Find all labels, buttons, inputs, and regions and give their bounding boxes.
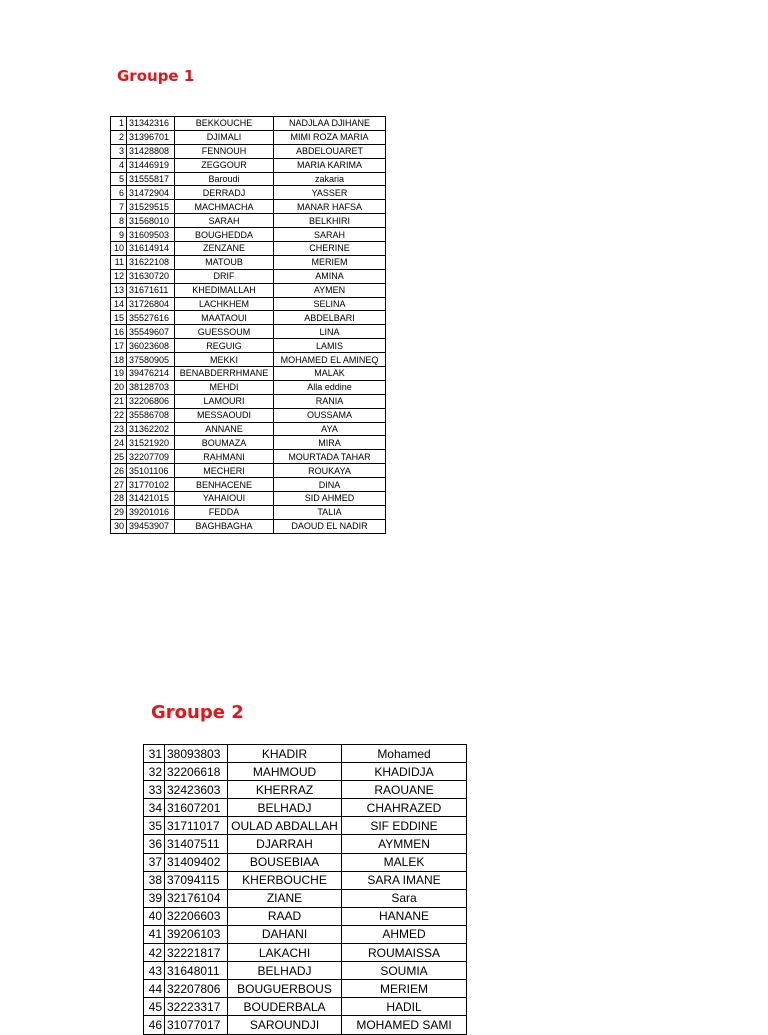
row-number-cell: 28 [111,492,127,506]
table-row [144,980,467,998]
student-id-cell: 31711017 [165,817,228,835]
first-name-cell: ABDELOUARET [274,144,386,158]
row-number-cell: 44 [144,980,165,998]
student-id-cell: 32223317 [165,998,228,1016]
student-id-cell: 32206806 [127,394,175,408]
table-row [144,998,467,1016]
table-row [111,422,386,436]
table-row [111,436,386,450]
row-number-cell: 14 [111,297,127,311]
row-number-cell: 19 [111,367,127,381]
last-name-cell: DRIF [175,269,274,283]
last-name-cell: RAAD [228,907,342,925]
last-name-cell: BOUGUERBOUS [228,980,342,998]
first-name-cell: MIMI ROZA MARIA [274,130,386,144]
first-name-cell: KHADIDJA [342,763,467,781]
table-row [111,394,386,408]
row-number-cell: 24 [111,436,127,450]
last-name-cell: ZIANE [228,889,342,907]
row-number-cell: 2 [111,130,127,144]
table-row [144,889,467,907]
last-name-cell: ANNANE [175,422,274,436]
table-row [111,311,386,325]
row-number-cell: 35 [144,817,165,835]
first-name-cell: AYMMEN [342,835,467,853]
student-id-cell: 31568010 [127,214,175,228]
first-name-cell: DINA [274,478,386,492]
table-row [111,297,386,311]
row-number-cell: 23 [111,422,127,436]
first-name-cell: RANIA [274,394,386,408]
first-name-cell: SOUMIA [342,962,467,980]
table-row [111,242,386,256]
table-row [111,519,386,533]
last-name-cell: DERRADJ [175,186,274,200]
last-name-cell: DJIMALI [175,130,274,144]
student-id-cell: 31428808 [127,144,175,158]
first-name-cell: MERIEM [342,980,467,998]
row-number-cell: 3 [111,144,127,158]
first-name-cell: OUSSAMA [274,408,386,422]
first-name-cell: MOURTADA TAHAR [274,450,386,464]
group-1-table [110,116,386,534]
student-id-cell: 35549607 [127,325,175,339]
row-number-cell: 5 [111,172,127,186]
student-id-cell: 31671611 [127,283,175,297]
last-name-cell: LAKACHI [228,944,342,962]
first-name-cell: YASSER [274,186,386,200]
last-name-cell: BELHADJ [228,962,342,980]
student-id-cell: 35586708 [127,408,175,422]
last-name-cell: BOUMAZA [175,436,274,450]
student-id-cell: 38128703 [127,380,175,394]
first-name-cell: MALAK [274,367,386,381]
table-row [144,944,467,962]
row-number-cell: 45 [144,998,165,1016]
group-2-rows [144,745,467,1035]
table-row [111,380,386,394]
first-name-cell: zakaria [274,172,386,186]
student-id-cell: 32176104 [165,889,228,907]
first-name-cell: AYMEN [274,283,386,297]
last-name-cell: OULAD ABDALLAH [228,817,342,835]
group-2-title: Groupe 2 [151,702,244,723]
table-row [144,817,467,835]
table-row [144,763,467,781]
first-name-cell: ROUMAISSA [342,944,467,962]
student-id-cell: 31077017 [165,1016,228,1034]
row-number-cell: 12 [111,269,127,283]
last-name-cell: YAHAIOUI [175,492,274,506]
first-name-cell: MARIA KARIMA [274,158,386,172]
first-name-cell: SARAH [274,228,386,242]
first-name-cell: AYA [274,422,386,436]
student-id-cell: 31614914 [127,242,175,256]
last-name-cell: KHEDIMALLAH [175,283,274,297]
student-id-cell: 35101106 [127,464,175,478]
student-id-cell: 31362202 [127,422,175,436]
student-id-cell: 31407511 [165,835,228,853]
first-name-cell: BELKHIRI [274,214,386,228]
student-id-cell: 32207806 [165,980,228,998]
table-row [144,925,467,943]
last-name-cell: MAATAOUI [175,311,274,325]
student-id-cell: 35527616 [127,311,175,325]
last-name-cell: ZENZANE [175,242,274,256]
table-row [111,353,386,367]
row-number-cell: 27 [111,478,127,492]
last-name-cell: BOUGHEDDA [175,228,274,242]
table-row [111,450,386,464]
row-number-cell: 40 [144,907,165,925]
table-row [111,325,386,339]
last-name-cell: FEDDA [175,505,274,519]
student-id-cell: 32206618 [165,763,228,781]
first-name-cell: TALIA [274,505,386,519]
row-number-cell: 41 [144,925,165,943]
row-number-cell: 6 [111,186,127,200]
row-number-cell: 39 [144,889,165,907]
first-name-cell: SIF EDDINE [342,817,467,835]
first-name-cell: HANANE [342,907,467,925]
last-name-cell: FENNOUH [175,144,274,158]
student-id-cell: 31342316 [127,117,175,131]
last-name-cell: BOUDERBALA [228,998,342,1016]
last-name-cell: GUESSOUM [175,325,274,339]
student-id-cell: 31648011 [165,962,228,980]
table-row [144,853,467,871]
student-id-cell: 31521920 [127,436,175,450]
student-id-cell: 38093803 [165,745,228,763]
table-row [111,186,386,200]
table-row [111,255,386,269]
table-row [111,505,386,519]
row-number-cell: 25 [111,450,127,464]
row-number-cell: 34 [144,799,165,817]
row-number-cell: 43 [144,962,165,980]
student-id-cell: 39201016 [127,505,175,519]
student-id-cell: 39206103 [165,925,228,943]
student-id-cell: 31630720 [127,269,175,283]
table-row [144,799,467,817]
table-row [111,367,386,381]
table-row [144,781,467,799]
last-name-cell: LAMOURI [175,394,274,408]
first-name-cell: SARA IMANE [342,871,467,889]
row-number-cell: 31 [144,745,165,763]
last-name-cell: DAHANI [228,925,342,943]
first-name-cell: ABDELBARI [274,311,386,325]
student-id-cell: 31529515 [127,200,175,214]
table-row [111,144,386,158]
table-row [144,871,467,889]
last-name-cell: BELHADJ [228,799,342,817]
first-name-cell: AHMED [342,925,467,943]
first-name-cell: NADJLAA DJIHANE [274,117,386,131]
row-number-cell: 30 [111,519,127,533]
last-name-cell: SARAH [175,214,274,228]
student-id-cell: 32423603 [165,781,228,799]
table-row [111,283,386,297]
last-name-cell: BEKKOUCHE [175,117,274,131]
first-name-cell: Mohamed [342,745,467,763]
first-name-cell: DAOUD EL NADIR [274,519,386,533]
student-id-cell: 39453907 [127,519,175,533]
student-id-cell: 31555817 [127,172,175,186]
row-number-cell: 22 [111,408,127,422]
student-id-cell: 32207709 [127,450,175,464]
student-id-cell: 37094115 [165,871,228,889]
last-name-cell: MEHDI [175,380,274,394]
last-name-cell: KHERBOUCHE [228,871,342,889]
row-number-cell: 8 [111,214,127,228]
table-row [111,269,386,283]
group-1-title: Groupe 1 [117,67,195,85]
row-number-cell: 37 [144,853,165,871]
table-row [144,907,467,925]
last-name-cell: BAGHBAGHA [175,519,274,533]
row-number-cell: 7 [111,200,127,214]
student-id-cell: 31409402 [165,853,228,871]
row-number-cell: 10 [111,242,127,256]
table-row [144,962,467,980]
row-number-cell: 18 [111,353,127,367]
table-row [111,408,386,422]
last-name-cell: MEKKI [175,353,274,367]
first-name-cell: HADIL [342,998,467,1016]
last-name-cell: MECHERI [175,464,274,478]
table-row [144,835,467,853]
table-row [111,339,386,353]
last-name-cell: KHADIR [228,745,342,763]
student-id-cell: 31726804 [127,297,175,311]
first-name-cell: MERIEM [274,255,386,269]
student-id-cell: 32206603 [165,907,228,925]
last-name-cell: KHERRAZ [228,781,342,799]
first-name-cell: LAMIS [274,339,386,353]
student-id-cell: 31446919 [127,158,175,172]
last-name-cell: MACHMACHA [175,200,274,214]
first-name-cell: MOHAMED SAMI [342,1016,467,1034]
first-name-cell: RAOUANE [342,781,467,799]
student-id-cell: 31396701 [127,130,175,144]
first-name-cell: MALEK [342,853,467,871]
last-name-cell: SAROUNDJI [228,1016,342,1034]
first-name-cell: MANAR HAFSA [274,200,386,214]
last-name-cell: Baroudi [175,172,274,186]
last-name-cell: MESSAOUDI [175,408,274,422]
table-row [111,464,386,478]
student-id-cell: 31622108 [127,255,175,269]
last-name-cell: DJARRAH [228,835,342,853]
row-number-cell: 17 [111,339,127,353]
last-name-cell: RAHMANI [175,450,274,464]
row-number-cell: 21 [111,394,127,408]
table-row [111,200,386,214]
last-name-cell: MAHMOUD [228,763,342,781]
last-name-cell: BENHACENE [175,478,274,492]
row-number-cell: 33 [144,781,165,799]
table-row [111,117,386,131]
row-number-cell: 15 [111,311,127,325]
table-row [111,478,386,492]
row-number-cell: 29 [111,505,127,519]
table-row [111,214,386,228]
last-name-cell: REGUIG [175,339,274,353]
last-name-cell: BOUSEBIAA [228,853,342,871]
student-id-cell: 31609503 [127,228,175,242]
table-row [144,745,467,763]
row-number-cell: 9 [111,228,127,242]
first-name-cell: ROUKAYA [274,464,386,478]
student-id-cell: 31421015 [127,492,175,506]
first-name-cell: MIRA [274,436,386,450]
row-number-cell: 16 [111,325,127,339]
first-name-cell: Alla eddine [274,380,386,394]
student-id-cell: 39476214 [127,367,175,381]
last-name-cell: LACHKHEM [175,297,274,311]
row-number-cell: 11 [111,255,127,269]
first-name-cell: SID AHMED [274,492,386,506]
student-id-cell: 36023608 [127,339,175,353]
first-name-cell: CHERINE [274,242,386,256]
table-row [111,130,386,144]
row-number-cell: 13 [111,283,127,297]
student-id-cell: 31472904 [127,186,175,200]
first-name-cell: LINA [274,325,386,339]
row-number-cell: 1 [111,117,127,131]
table-row [111,172,386,186]
row-number-cell: 32 [144,763,165,781]
first-name-cell: MOHAMED EL AMINEQ [274,353,386,367]
row-number-cell: 36 [144,835,165,853]
first-name-cell: CHAHRAZED [342,799,467,817]
row-number-cell: 20 [111,380,127,394]
table-row [111,228,386,242]
first-name-cell: SELINA [274,297,386,311]
last-name-cell: MATOUB [175,255,274,269]
row-number-cell: 42 [144,944,165,962]
row-number-cell: 4 [111,158,127,172]
first-name-cell: AMINA [274,269,386,283]
first-name-cell: Sara [342,889,467,907]
table-row [111,492,386,506]
last-name-cell: BENABDERRHMANE [175,367,274,381]
student-id-cell: 32221817 [165,944,228,962]
group-1-rows [111,117,386,534]
table-row [144,1016,467,1034]
student-id-cell: 31607201 [165,799,228,817]
row-number-cell: 38 [144,871,165,889]
group-2-table [143,744,467,1035]
student-id-cell: 37580905 [127,353,175,367]
row-number-cell: 46 [144,1016,165,1034]
table-row [111,158,386,172]
row-number-cell: 26 [111,464,127,478]
last-name-cell: ZEGGOUR [175,158,274,172]
student-id-cell: 31770102 [127,478,175,492]
